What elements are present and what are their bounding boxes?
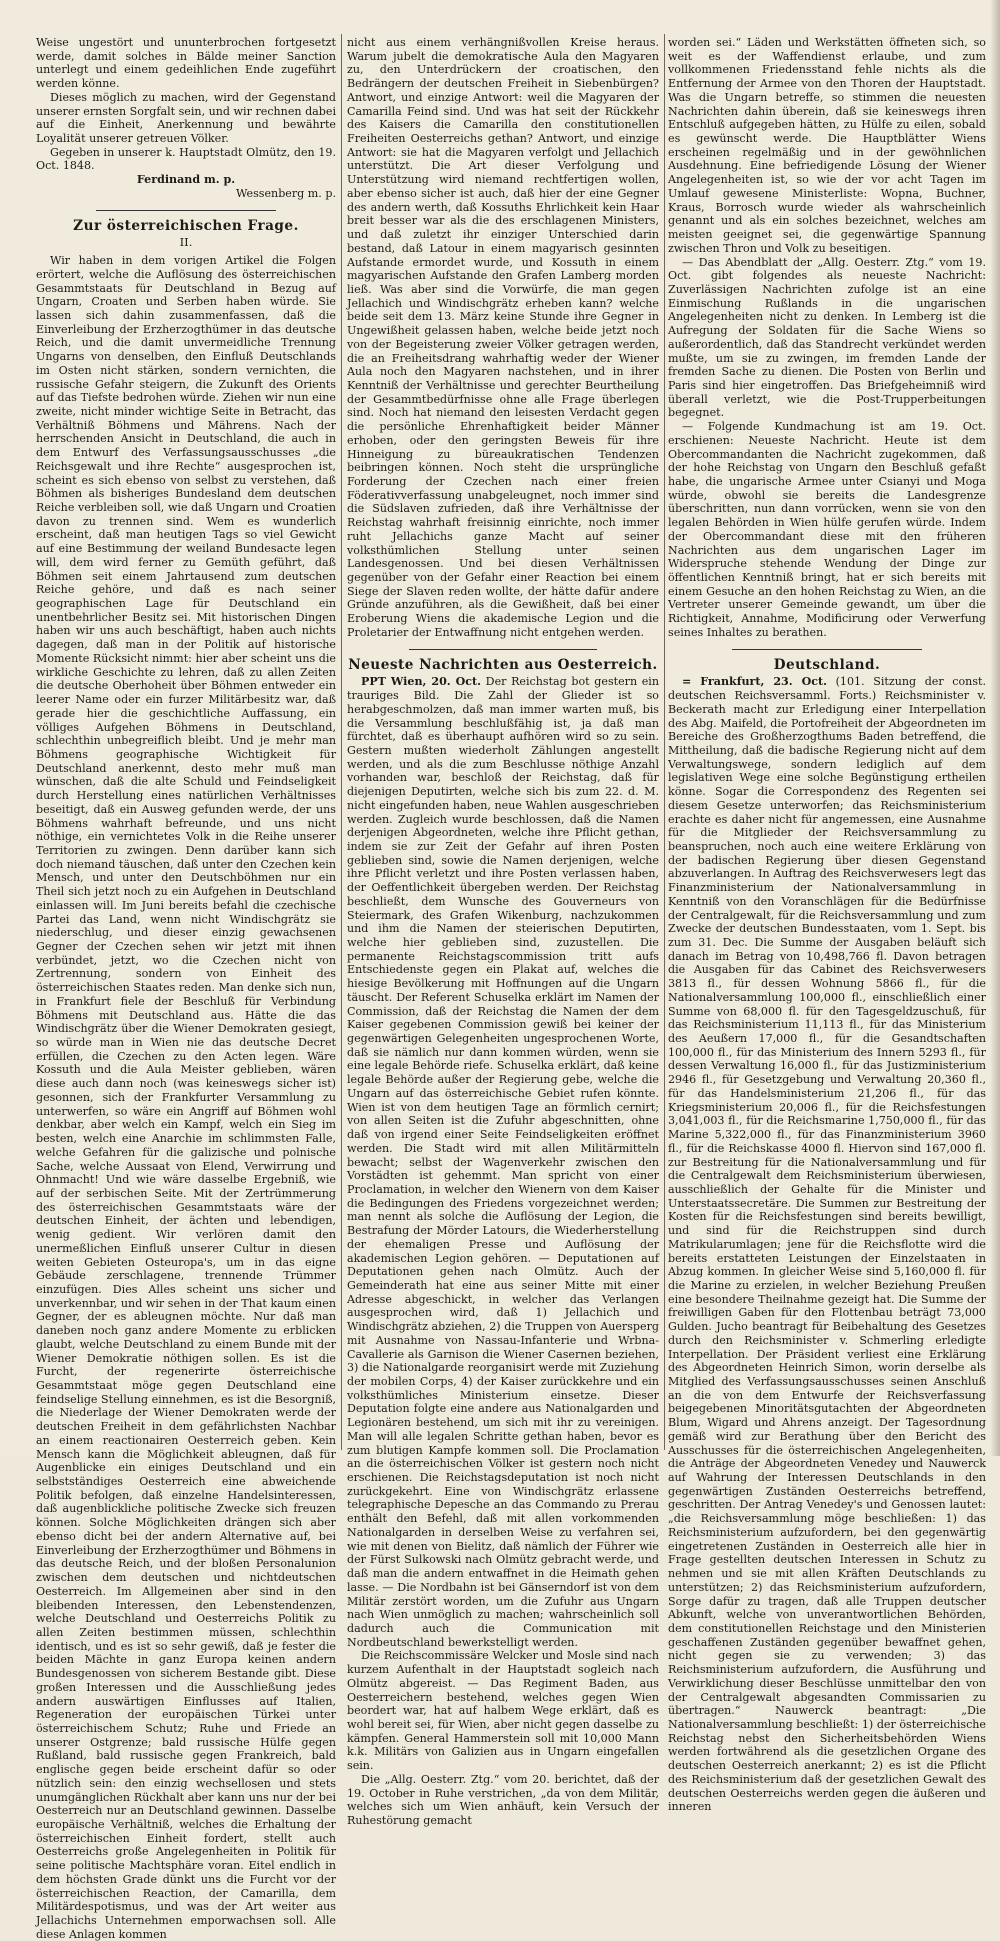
- news-body: Der Reichstag bot gestern ein trauriges Bild. Die Zahl der Glieder ist so herabgeschmolzen, daß man immer warten muß, bis die Versammlung beschlußfähig ist, ja daß man fürchtet, daß es überhaupt aufhören wird so zu sein. Gestern mußten wiederholt Zählungen angestellt werden, und als die zum Beschlusse nöthige Anzahl vorhanden war, beschloß der Reichstag, daß für diejenigen Deputirten, welche sich bis zum 22. d. M. nicht eingefunden haben, neue Wahlen ausgeschrieben werden. Zugleich wurde beschlossen, daß die Namen derjenigen Abgeordneten, welche ihre Pflicht gethan, indem sie zur Zeit der Gefahr auf ihren Posten geblieben sind, sowie die Namen derjenigen, welche ihre Pflicht verletzt und ihre Posten verlassen haben, der Oeffentlichkeit übergeben werden. Der Reichstag beschließt, dem Wunsche des Gouverneurs von Steiermark, des Grafen Wikenburg, nachzukommen und ihm die Namen der steierischen Deputirten, welche hier geblieben sind, zuzustellen. Die permanente Reichstagscommission tritt aufs Entschiedenste gegen ein Plakat auf, welches die hiesige Bevölkerung mit Hoffnungen auf die Ungarn täuscht. Der Referent Schuselka erklärt im Namen der Commission, daß der Reichstag die Namen der dem Kaiser gegebenen Commission gewiß bei keiner der gegenwärtigen Gelegenheiten ungesprochenen Worte, daß sie nämlich nur dann kommen würden, wenn sie eine legale Behörde riefe. Schuselka erklärt, daß keine legale Behörde außer der Regierung gebe, welche die Ungarn auf das österreichische Gebiet rufen könnte. Wien ist von dem heutigen Tage an förmlich cernirt; von allen Seiten ist die Zufuhr abgeschnitten, ohne daß von irgend einer Seite Feindseligkeiten eröffnet werden. Die Stadt wird mit allen Militärmitteln bewacht; selbst der Wagenverkehr zwischen den Vorstädten ist gehemmt. Man spricht von einer Proclamation, in welcher den Wienern von dem Kaiser die Bedingungen des Friedens vorgezeichnet werden; man nennt als solche die Auflösung der Legion, die Bestrafung der Mörder Latours, die Wiederherstellung der ehemaligen Presse und Auflösung der akademischen Legion gehören. — Deputationen auf Deputationen gehen nach Olmütz. Auch der Gemeinderath hat eine aus seiner Mitte mit einer Adresse abgeschickt, in welcher das Verlangen ausgesprochen wird, daß 1) Jellachich und Windischgrätz abziehen, 2) die Truppen von Auersperg mit Ausnahme von Nassau-Infanterie und Wrbna-Cavallerie als Garnison die Wiener Casernen beziehen, 3) die Nationalgarde reorganisirt werde mit Zuziehung der mobilen Corps, 4) der Kaiser zurückkehre und ein volksthümliches Ministerium einsetze. Dieser Deputation folgte eine andere aus Nationalgarden und Legionären bestehend, um sich mit ihr zu vereinigen. Man will alle legalen Schritte gethan haben, bevor es zum blutigen Kampfe kommen soll. Die Proclamation an die österreichischen Völker ist gestern noch nicht erschienen. Die Reichstagsdeputation ist noch nicht zurückgekehrt. Eine von Windischgrätz erlassene telegraphische Depesche an das Commando zu Prerau enthält den Befehl, daß mit allen vorkommenden Nationalgarden in derselben Weise zu verfahren sei, wie mit denen von Bielitz, daß nämlich der Führer wie der Fürst Sulkowski nach Olmütz gebracht werde, und daß man die andern entwaffnet in die Heimath gehen lasse. — Die Nordbahn ist bei Gänserndorf ist von dem Militär zerstört worden, um die Zufuhr aus Ungarn nach Wien unmöglich zu machen; wahrscheinlich soll dadurch auch die Communication mit Nordbeutschland bewerkstelligt werden.: [347, 675, 659, 1649]
- signature-ferdinand: Ferdinand m. p.: [136, 173, 236, 187]
- news-item: — Das Abendblatt der „Allg. Oesterr. Ztg.“ vom 19. Oct. gibt folgendes als neueste Nachricht: Zuverlässigen Nachrichten zufolge ist an eine Einmischung Rußlands in die ungarischen Angelegenheiten nicht zu denken. In Lemberg ist die Aufregung der Soldaten für die Sache Wiens so außerordentlich, daß das Standrecht verkündet werden mußte, um sie zu zwingen, im fremden Lande der fremden Sache zu dienen. Die Posten von Berlin und Paris sind hier eingetroffen. Das Briefgeheimniß wird überall verletzt, wie die Post-Trupperbeitungen begegnet.: [668, 255, 986, 420]
- intro-paragraph-2: Dieses möglich zu machen, wird der Gegenstand unserer ernsten Sorgfalt sein, und wir rechnen dabei auf die Einheit, Anerkennung und bewährte Loyalität unserer getreuen Völker.: [36, 90, 336, 146]
- column-rule: [341, 34, 342, 1450]
- article-heading: Zur österreichischen Frage.: [73, 217, 299, 234]
- news-continuation: worden sei.“ Läden und Werkstätten öffneten sich, so weit es der Waffendienst erlaube, und zum vollkommenen Friedensstand fehle nichts als die Entfernung der Armee von den Thoren der Hauptstadt. Was die Ungarn betreffe, so stimmen die neuesten Nachrichten dahin überein, daß sie keineswegs ihren Entschluß aufgegeben hätten, zu Hülfe zu eilen, sobald es gewünscht werde. Die Hauptblätter Wiens erscheinen regelmäßig und in der gewöhnlichen Ausdehnung. Eine befriedigende Lösung der Wiener Angelegenheiten ist, so wie der vor acht Tagen im Umlauf gewesene Ministerliste: Wopna, Buchner, Kraus, Borrosch wurde wieder als wahrscheinlich genannt und als ein solches bezeichnet, welches am meisten geeignet sei, die gegenwärtige Spannung zwischen Thron und Volk zu beseitigen.: [668, 36, 986, 255]
- article-body: Wir haben in dem vorigen Artikel die Folgen erörtert, welche die Auflösung des österreichischen Gesammtstaats für Deutschland in Bezug auf Ungarn, Croaten und Serben haben würde. Sie lassen sich dahin zusammenfassen, daß die Einverleibung der Erzherzogthümer in das deutsche Reich, und die damit unvermeidliche Trennung Ungarns von denselben, den Einfluß Deutschlands im Osten nicht stärken, sondern vernichten, die russische Gefahr steigern, die Zukunft des Orients auf das Tiefste bedrohen würde. Ziehen wir nun eine zweite, nicht minder wichtige Seite in Betracht, das Verhältniß Böhmens und Mährens. Nach der herrschenden Ansicht in Deutschland, die auch in dem Entwurf des Verfassungsausschusses „die Reichsgewalt und ihre Rechte“ ausgesprochen ist, scheint es sich ebenso von selbst zu verstehen, daß Böhmen als bisheriges Bundesland dem deutschen Reiche verbleiben soll, wie daß Ungarn und Croatien davon zu trennen sind. Wem es wunderlich erscheint, daß man heutigen Tags so viel Gewicht auf eine Bestimmung der weiland Bundesacte legen will, dem wird ferner zu Gemüth geführt, daß Böhmen seit einem Jahrtausend zum deutschen Reiche gehöre, und daß es nach seiner geographischen Lage für Deutschland ein unentbehrlicher Besitz sei. Mit historischen Dingen haben wir uns auch beschäftigt, haben auch nichts dagegen, daß man in der Politik auf historische Momente Rücksicht nimmt: hier aber scheint uns die wirkliche Geschichte zu lehren, daß zu allen Zeiten die deutsche Oberhoheit über Böhmen entweder ein leerer Name oder ein furzer Militärbesitz war, daß gerade hier die geschichtliche Auffassung, ein völliges Aufgehen Böhmens in Deutschland, schlechthin unbegreiflich bleibt. Und je mehr man Böhmens geographische Wichtigkeit für Deutschland anerkennt, desto mehr muß man wünschen, daß die alte Schuld und Feindseligkeit durch Herstellung eines natürlichen Verhältnisses beseitigt, daß ein Ausweg gefunden werde, der uns Böhmens wahrhaft befreunde, und uns nicht nöthige, ein vernichtetes Volk in die Reihe unserer Territorien zu zwingen. Denn darüber kann sich doch niemand täuschen, daß unter den Czechen kein Mensch, und unter den Deutschböhmen nur ein Theil sich jetzt noch zu ein Aufgehen in Deutschland einlassen will. Im Juni bereits befahl die czechische Partei das Land, wenn nicht Windischgrätz sie niederschlug, und dieser einzig gewachsenen Gegner der Czechen sehen wir jetzt mit ihnen verbündet, jetzt, wo die Czechen nicht von Zertrennung, sondern von Einheit des österreichischen Staates reden. Man denke sich nun, in Frankfurt fiele der Beschluß für Verbindung Böhmens mit Deutschland aus. Hätte die das Windischgrätz über die Wiener Demokraten gesiegt, so würde man in Wien nie das deutsche Decret erfüllen, die Czechen zu den Acten legen. Wäre Kossuth und die Aula Meister geblieben, wären diese auch dann noch (was keineswegs sicher ist) gesonnen, sich der Frankfurter Versammlung zu unterwerfen, so wäre ein Angriff auf Böhmen wohl denkbar, aber welch ein Kampf, welch ein Sieg im besten, welch eine Anarchie im schlimmsten Falle, welche Gefahren für die galizische und polnische Sache, welche Aussaat von Elend, Verwirrung und Ohnmacht! Und wie wäre dasselbe Ergebniß, wie auf der serbischen Seite. Mit der Zertrümmerung des österreichischen Gesammtstaats wäre der deutschen Einheit, der ächten und lebendigen, wenig gedient. Wir verlören damit den unermeßlichen Einfluß unserer Cultur in diesen weiten Gebieten Osteuropa's, um in das eigne Gebäude zerschlagene, trennende Trümmer einzufügen. Dies Alles scheint uns sicher und unverkennbar, und wir sehen in der That kaum einen Gegner, der es ableugnen möchte. Nur daß man daneben noch ganz andere Momente zu erblicken glaubt, welche Deutschland zu einem Bunde mit der Wiener Demokratie nöthigen sollen. Es ist die Furcht, der regenerirte österreichische Gesammtstaat möge gegen Deutschland eine feindselige Stellung einnehmen, es ist die Besorgniß, die Niederlage der Wiener Demokraten werde der deutschen Freiheit in dem gefährlichsten Nachbar an einem reactionairen Oesterreich geben. Kein Mensch kann die Möglichkeit ableugnen, daß für Augenblicke ein einiges Deutschland und ein selbstständiges Oesterreich eine abweichende Politik befolgen, daß einzelne Handelsinteressen, daß augenblickliche politische Zwecke sich freuzen können. Solche Möglichkeiten drängen sich aber ebenso dicht bei der andern Alternative auf, bei Einverleibung der Erzherzogthümer und Böhmens in das deutsche Reich, und der bloßen Personalunion zwischen dem deutschen und nichtdeutschen Oesterreich. Im Allgemeinen aber sind in den bleibenden Interessen, den Lebenstendenzen, welche Deutschland und Oesterreichs Politik zu allen Zeiten bestimmen müssen, schlechthin identisch, und es ist so sehr gewiß, daß je fester die beiden Mächte in ganz Europa keinen andern Bundesgenossen von sicherem Bestande gibt. Diese großen Interessen und die Ausschließung jedes andern auswärtigen Einflusses auf Italien, Regeneration der europäischen Türkei unter österreichischem Schutz; Ruhe und Friede an unserer Ostgrenze; bald russische Hülfe gegen Rußland, bald russische gegen Frankreich, bald englische gegen beide erscheint dafür so oder nützlich sein: den einzig wechsellosen und stets unumgänglichen Rückhalt aber kann uns nur der bei Oesterreich nur an Deutschland gewinnen. Dasselbe europäische Verhältniß, welches die Erhaltung der österreichischen Einheit fordert, stellt auch Oesterreichs große Angelegenheiten in Politik für seine politische Machtsphäre voran. Eitel endlich in dem höchsten Grade dünkt uns die Furcht vor der österreichischen Reaction, der Camarilla, dem Militärdespotismus, und was der Art weiter aus Jellachichs Unternehmen emporwachsen soll. Alle diese Anlagen kommen: [36, 254, 336, 1941]
- page-edge-shadow: [990, 0, 1000, 1456]
- column-1: [36, 36, 336, 1941]
- frankfurt-body: (101. Sitzung der const. deutschen Reichsversamml. Forts.) Reichsminister v. Beckerath macht zur Erledigung einer Interpellation des Abg. Maifeld, die Portofreiheit der Abgeordneten im Bereiche des Großherzogthums Baden betreffend, die Mittheilung, daß die badische Regierung nicht auf dem Verwaltungswege, sondern lediglich auf dem legislativen Wege eine solche Begünstigung ertheilen könne. Sogar die Correspondenz des Regenten sei diesem Gesetze unterworfen; das Reichsministerium erachte es daher nicht für angemessen, eine Ausnahme für die Mitglieder der Reichsversammlung zu beanspruchen, noch auch eine weitere Erklärung von der badischen Regierung über diesen Gegenstand abzuverlangen. In Auftrag des Reichsverwesers legt das Finanzministerium der Nationalversammlung in Kenntniß von den Voranschlägen für die Bedürfnisse der Centralgewalt, für die Reichsversammlung und zum Zwecke der deutschen Bundesstaaten, vom 1. Sept. bis zum 31. Dec. Die Summe der Ausgaben beläuft sich danach im Betrag von 10,498,766 fl. Davon betragen die Ausgaben für das Cabinet des Reichsverwesers 3813 fl., für dessen Wohnung 5866 fl., für die Nationalversammlung 100,000 fl., einschließlich einer Summe von 68,000 fl. für den Tagesgeldzuschuß, für das Reichsministerium 11,113 fl., für das Ministerium des Aeußern 17,000 fl., für die Gesandtschaften 100,000 fl., für das Ministerium des Innern 5293 fl., für dessen Verwaltung 16,000 fl., für das Justizministerium 2946 fl., für Gesetzgebung und Verwaltung 20,360 fl., für das Handelsministerium 21,206 fl., für das Kriegsministerium 20,006 fl., für die Reichsfestungen 3,041,003 fl., für die Reichsmarine 1,750,000 fl., für das Marine 5,322,000 fl., für das Finanzministerium 3960 fl., für die Reichskasse 4000 fl. Hiervon sind 167,000 fl. zur Bestreitung für die Nationalversammlung und für die Centralgewalt dem Reichsministerium überwiesen, ausschließlich der Gehalte für die Minister und Unterstaatssecretäre. Die Summen zur Bestreitung der Kosten für die Reichsfestungen sind bereits bewilligt, und sind für die Reichstruppen sind durch Matrikularumlagen; jene für die Reichsflotte wird die bereits erstatteten Leistungen der Einzelstaaten in Abzug kommen. In gleicher Weise sind 5,160,000 fl. für die Marine zu erzielen, in welcher Beziehung Preußen eine besondere Theilnahme gezeigt hat. Die Summe der freiwilligen Gaben für den Flottenbau beträgt 73,000 Gulden. Jucho beantragt für Beibehaltung des Gesetzes durch den Reichsminister v. Schmerling erledigte Interpellation. Der Präsident verliest eine Erklärung des Abgeordneten Heinrich Simon, worin derselbe als Mitglied des Verfassungsausschusses seinen Anschluß an die von dem Entwurfe der Reichsverfassung beigegebenen Minoritätsgutachten der Abgeordneten Blum, Wigard und Ahrens anzeigt. Der Tagesordnung gemäß wird zur Berathung über den Bericht des Ausschusses für die österreichischen Angelegenheiten, die Anträge der Abgeordneten Venedey und Nauwerck auf Wahrung der Interessen Deutschlands in den gegenwärtigen Zuständen Oesterreichs betreffend, geschritten. Der Antrag Venedey's und Genossen lautet: „die Reichsversammlung möge beschließen: 1) das Reichsministerium aufzufordern, bei den gegenwärtig eingetretenen Zuständen in Oesterreich alle hier in Frage gestellten deutschen Interessen in Schutz zu nehmen und sie mit allen Kräften Deutschlands zu unterstützen; 2) das Reichsministerium aufzufordern, Sorge dafür zu tragen, daß alle Truppen deutscher Abkunft, welche von unverantwortlichen Behörden, dem constitutionellen Reichstage und den Ministerien geschaffenen Zuständen gegenüber bewaffnet gehen, nicht gegen sie zu verwenden; 3) das Reichsministerium aufzufordern, die Ausführung und Verwirklichung dieser Beschlüsse unmittelbar den von der Centralgewalt abgesandten Commissarien zu übertragen.“ Nauwerck beantragt: „Die Nationalversammlung beschließt: 1) der österreichische Reichstag nebst den Sicherheitsbehörden Wiens werden fortwährend als die gesetzlichen Organe des deutschen Oesterreich anerkannt; 2) es ist die Pflicht des Reichsministerium daß der gesetzlichen Gewalt des deutschen Oesterreichs werden gegen die äußeren und inneren: [668, 675, 986, 1814]
- news-paragraph-3: Die „Allg. Oesterr. Ztg.“ vom 20. berichtet, daß der 19. October in Ruhe verstrichen, „da von dem Militär, welches sich um Wien anhäuft, kein Versuch der Ruhestörung gemacht: [347, 1772, 659, 1827]
- signature-wessenberg: Wessenberg m. p.: [236, 186, 336, 200]
- dateline: PPT Wien, 20. Oct.: [361, 675, 482, 689]
- section-heading-deutschland: Deutschland.: [773, 656, 881, 673]
- article-subheading: II.: [179, 235, 193, 250]
- news-paragraph: [347, 675, 659, 1649]
- news-paragraph-2: Die Reichscommissäre Welcker und Mosle sind nach kurzem Aufenthalt in der Hauptstadt sogleich nach Olmütz abgereist. — Das Regiment Baden, aus Oesterreichern bestehend, welches gegen Wien beordert war, hat auf halbem Wege erklärt, daß es wohl bereit sei, für Wien, aber nicht gegen dasselbe zu kämpfen. General Hammerstein soll mit 10,000 Mann k.k. Militärs von Galizien aus in Ungarn eingefallen sein.: [347, 1649, 659, 1773]
- column-rule: [664, 34, 665, 1450]
- frankfurt-report: [668, 675, 986, 1814]
- dateline: = Frankfurt, 23. Oct.: [682, 675, 827, 689]
- section-separator: [732, 649, 923, 650]
- section-separator: [409, 649, 596, 650]
- column-2: [347, 36, 659, 1827]
- intro-paragraph: Weise ungestört und ununterbrochen fortgesetzt werde, damit solches in Bälde meiner Sanction unterlegt und einem gedeihlichen Ende zugeführt werden könne.: [36, 36, 336, 91]
- column-3: [668, 36, 986, 1814]
- given-line: Gegeben in unserer k. Hauptstadt Olmütz, den 19. Oct. 1848.: [36, 145, 336, 173]
- news-heading: Neueste Nachrichten aus Oesterreich.: [348, 656, 658, 673]
- article-continuation: nicht aus einem verhängnißvollen Kreise heraus. Warum jubelt die demokratische Aula den Magyaren zu, den Unterdrückern der croatischen, den Bedrängern der deutschen Freiheit in Siebenbürgen? Antwort, und einzige Antwort: weil die Magyaren der Camarilla Feind sind. Und was hat seit der Rückkehr des Kaisers die Camarilla den constitutionellen Freiheiten Oesterreichs gethan? Antwort, und einzige Antwort: sie hat die Magyaren verfolgt und Jellachich unterstützt. Die Art dieser Verfolgung und Unterstützung wird niemand rechtfertigen wollen, aber ebenso sicher ist auch, daß hier der eine Gegner des andern werth, daß Kossuths Ehrlichkeit kein Haar breit besser war als die des erschlagenen Ministers, und daß zuletzt ihr einziger Unterschied darin bestand, daß Latour in einem magyarisch gesinnten Aufstande ermordet wurde, und Kossuth in einem magyarischen Aufstande den Grafen Lamberg morden ließ. Was aber sind die Vorwürfe, die man gegen Jellachich und Windischgrätz erheben kann? welche beide seit dem 13. März keine Stunde ihre Gegner in Ungewißheit gelassen haben, welche beide jetzt noch von der Begeisterung zweier Völker getragen werden, die an Freiheitsdrang wahrhaftig weder der Wiener Aula noch den Magyaren nachstehen, und in ihrer Kenntniß der Verhältnisse und gerechter Beurtheilung der Gesammtbedürfnisse ohne alle Frage überlegen sind. Noch hat niemand den leisesten Verdacht gegen die persönliche Ehrenhaftigkeit beider Männer erhoben, oder den geringsten Beweis für ihre Hinneigung zu büreaukratischen Tendenzen beibringen können. Noch steht die ursprüngliche Forderung der Czechen nach einer freien Föderativverfassung unabgeleugnet, noch immer sind die Südslaven zufrieden, daß ihre Verhältnisse der Reichstag wahrhaft freisinnig einrichte, noch immer ruht Jellachichs ganze Macht auf seiner volksthümlichen Stellung unter seinen Landesgenossen. Und bei diesen Verhältnissen gegenüber von der Gefahr einer Reaction bei einem Siege der Slaven reden wollte, der hätte dafür andere Gründe anzuführen, als die Gewißheit, daß bei einer Eroberung Wiens die akademische Legion und die Proletarier der Entwaffnung nicht entgehen werden.: [347, 36, 659, 639]
- section-separator: [96, 210, 276, 211]
- news-item: — Folgende Kundmachung ist am 19. Oct. erschienen: Neueste Nachricht. Heute ist dem Obercommandanten die Nachricht zugekommen, daß der hohe Reichstag von Ungarn den Beschluß gefaßt habe, die ungarische Armee unter Csianyi und Moga würde, obwohl sie bereits die Landesgrenze überschritten, nun dann vorrücken, wenn sie von den legalen Behörden in Wien hülfe gerufen würde. Indem der Obercommandant diese mit den früheren Nachrichten aus dem ungarischen Lager im Widerspruche stehende Wendung der Dinge zur öffentlichen Kenntniß bringt, hat er sich bereits mit einem Gesuche an den hohen Reichstag zu Wien, an die Vertreter unserer Gemeinde gewandt, um über die Richtigkeit, Annahme, Modificirung oder Verwerfung seines Inhaltes zu berathen.: [668, 420, 986, 639]
